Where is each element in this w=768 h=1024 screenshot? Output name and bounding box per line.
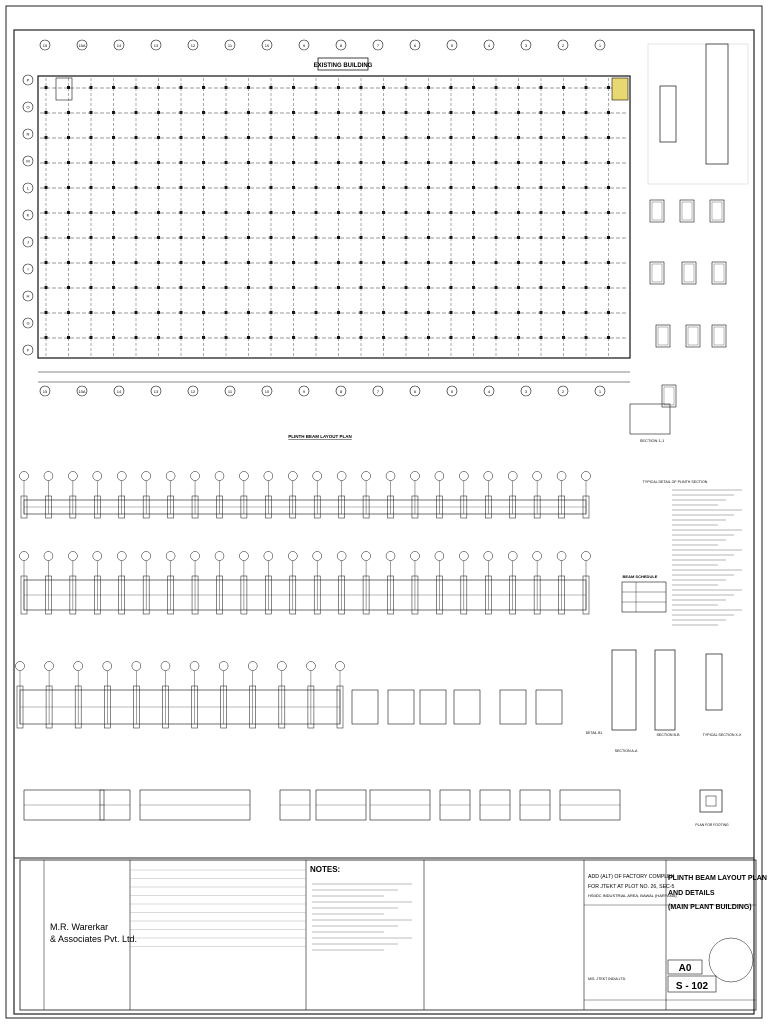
grid-label-left: I — [27, 266, 29, 272]
grid-label-bottom: 13 — [153, 389, 159, 394]
grid-label-top: 14 — [116, 43, 122, 48]
section-a-a-label: SECTION A-A — [614, 749, 638, 753]
grid-label-top: 9 — [302, 43, 306, 48]
drawing-number: S - 102 — [675, 981, 709, 992]
grid-label-top: 10 — [264, 43, 270, 48]
project-line3: HSIIDC INDUSTRIAL AREA, BAWAL (HARYANA) — [588, 893, 677, 898]
grid-label-left: P — [26, 77, 30, 83]
existing-building-label: EXISTING BUILDING — [313, 63, 373, 69]
grid-label-left: F — [26, 347, 30, 353]
plan-for-footing-label: PLAN FOR FOOTING — [695, 823, 729, 827]
grid-label-top: 2 — [561, 43, 565, 48]
grid-label-bottom: 6 — [413, 389, 417, 394]
grid-label-left: M — [26, 158, 30, 164]
grid-label-bottom: 7 — [376, 389, 380, 394]
grid-label-top: 13 — [153, 43, 159, 48]
grid-label-bottom: 11 — [227, 389, 233, 394]
grid-label-bottom: 12 — [190, 389, 196, 394]
grid-label-bottom: 4 — [487, 389, 491, 394]
grid-label-left: H — [26, 293, 30, 299]
grid-label-bottom: 2 — [561, 389, 565, 394]
grid-label-bottom: 15 — [42, 389, 48, 394]
sheet-size: A0 — [678, 963, 692, 974]
grid-label-top: 7 — [376, 43, 380, 48]
grid-label-bottom: 8 — [339, 389, 343, 394]
grid-label-top: 8 — [339, 43, 343, 48]
beam-schedule-title: BEAM SCHEDULE — [622, 574, 658, 579]
grid-label-left: K — [26, 212, 30, 218]
grid-label-bottom: 10 — [264, 389, 270, 394]
firm-name-line1: M.R. Warerkar — [50, 922, 109, 932]
typical-section-xx-label: TYPICAL SECTION X-X — [702, 733, 742, 737]
grid-label-bottom: 3 — [524, 389, 528, 394]
grid-label-top: 4 — [487, 43, 491, 48]
grid-label-bottom: 5 — [450, 389, 454, 394]
grid-label-left: O — [26, 104, 30, 110]
grid-label-bottom: 1 — [598, 389, 602, 394]
grid-label-top: 3 — [524, 43, 528, 48]
typical-detail-label: TYPICAL DETAIL OF PLINTH SECTION — [642, 480, 708, 484]
grid-label-bottom: 9 — [302, 389, 306, 394]
plan-title: PLINTH BEAM LAYOUT PLAN — [288, 434, 352, 439]
grid-label-bottom: 15A — [78, 389, 86, 394]
outer-border — [6, 6, 762, 1018]
notes-label: NOTES: — [310, 865, 341, 874]
drawing-title-line2: AND DETAILS — [668, 890, 715, 897]
grid-label-top: 6 — [413, 43, 417, 48]
grid-label-top: 11 — [227, 43, 233, 48]
grid-label-top: 12 — [190, 43, 196, 48]
project-line2: FOR JTEKT AT PLOT NO. 26, SEC-5 — [588, 884, 675, 890]
firm-name-line2: & Associates Pvt. Ltd. — [50, 934, 138, 944]
grid-label-left: L — [26, 185, 30, 191]
project-line1: ADD (ALT) OF FACTORY COMPLEX — [588, 874, 675, 880]
grid-label-top: 5 — [450, 43, 454, 48]
drawing-title-line1: PLINTH BEAM LAYOUT PLAN — [668, 875, 767, 882]
grid-label-top: 15 — [42, 43, 48, 48]
grid-label-left: G — [26, 320, 30, 326]
grid-label-top: 1 — [598, 43, 602, 48]
grid-label-bottom: 14 — [116, 389, 122, 394]
section-b-b-label: SECTION B-B — [656, 733, 680, 737]
grid-label-left: J — [27, 239, 29, 245]
drawing-title-line3: (MAIN PLANT BUILDING) — [668, 904, 752, 911]
client-name: M/S. JTEKT INDIA LTD. — [588, 977, 627, 981]
grid-label-top: 15A — [78, 43, 86, 48]
detail-b1-label: DETAIL B1 — [585, 731, 603, 735]
grid-label-left: N — [26, 131, 30, 137]
section-1-1-label: SECTION 1-1 — [639, 438, 665, 443]
